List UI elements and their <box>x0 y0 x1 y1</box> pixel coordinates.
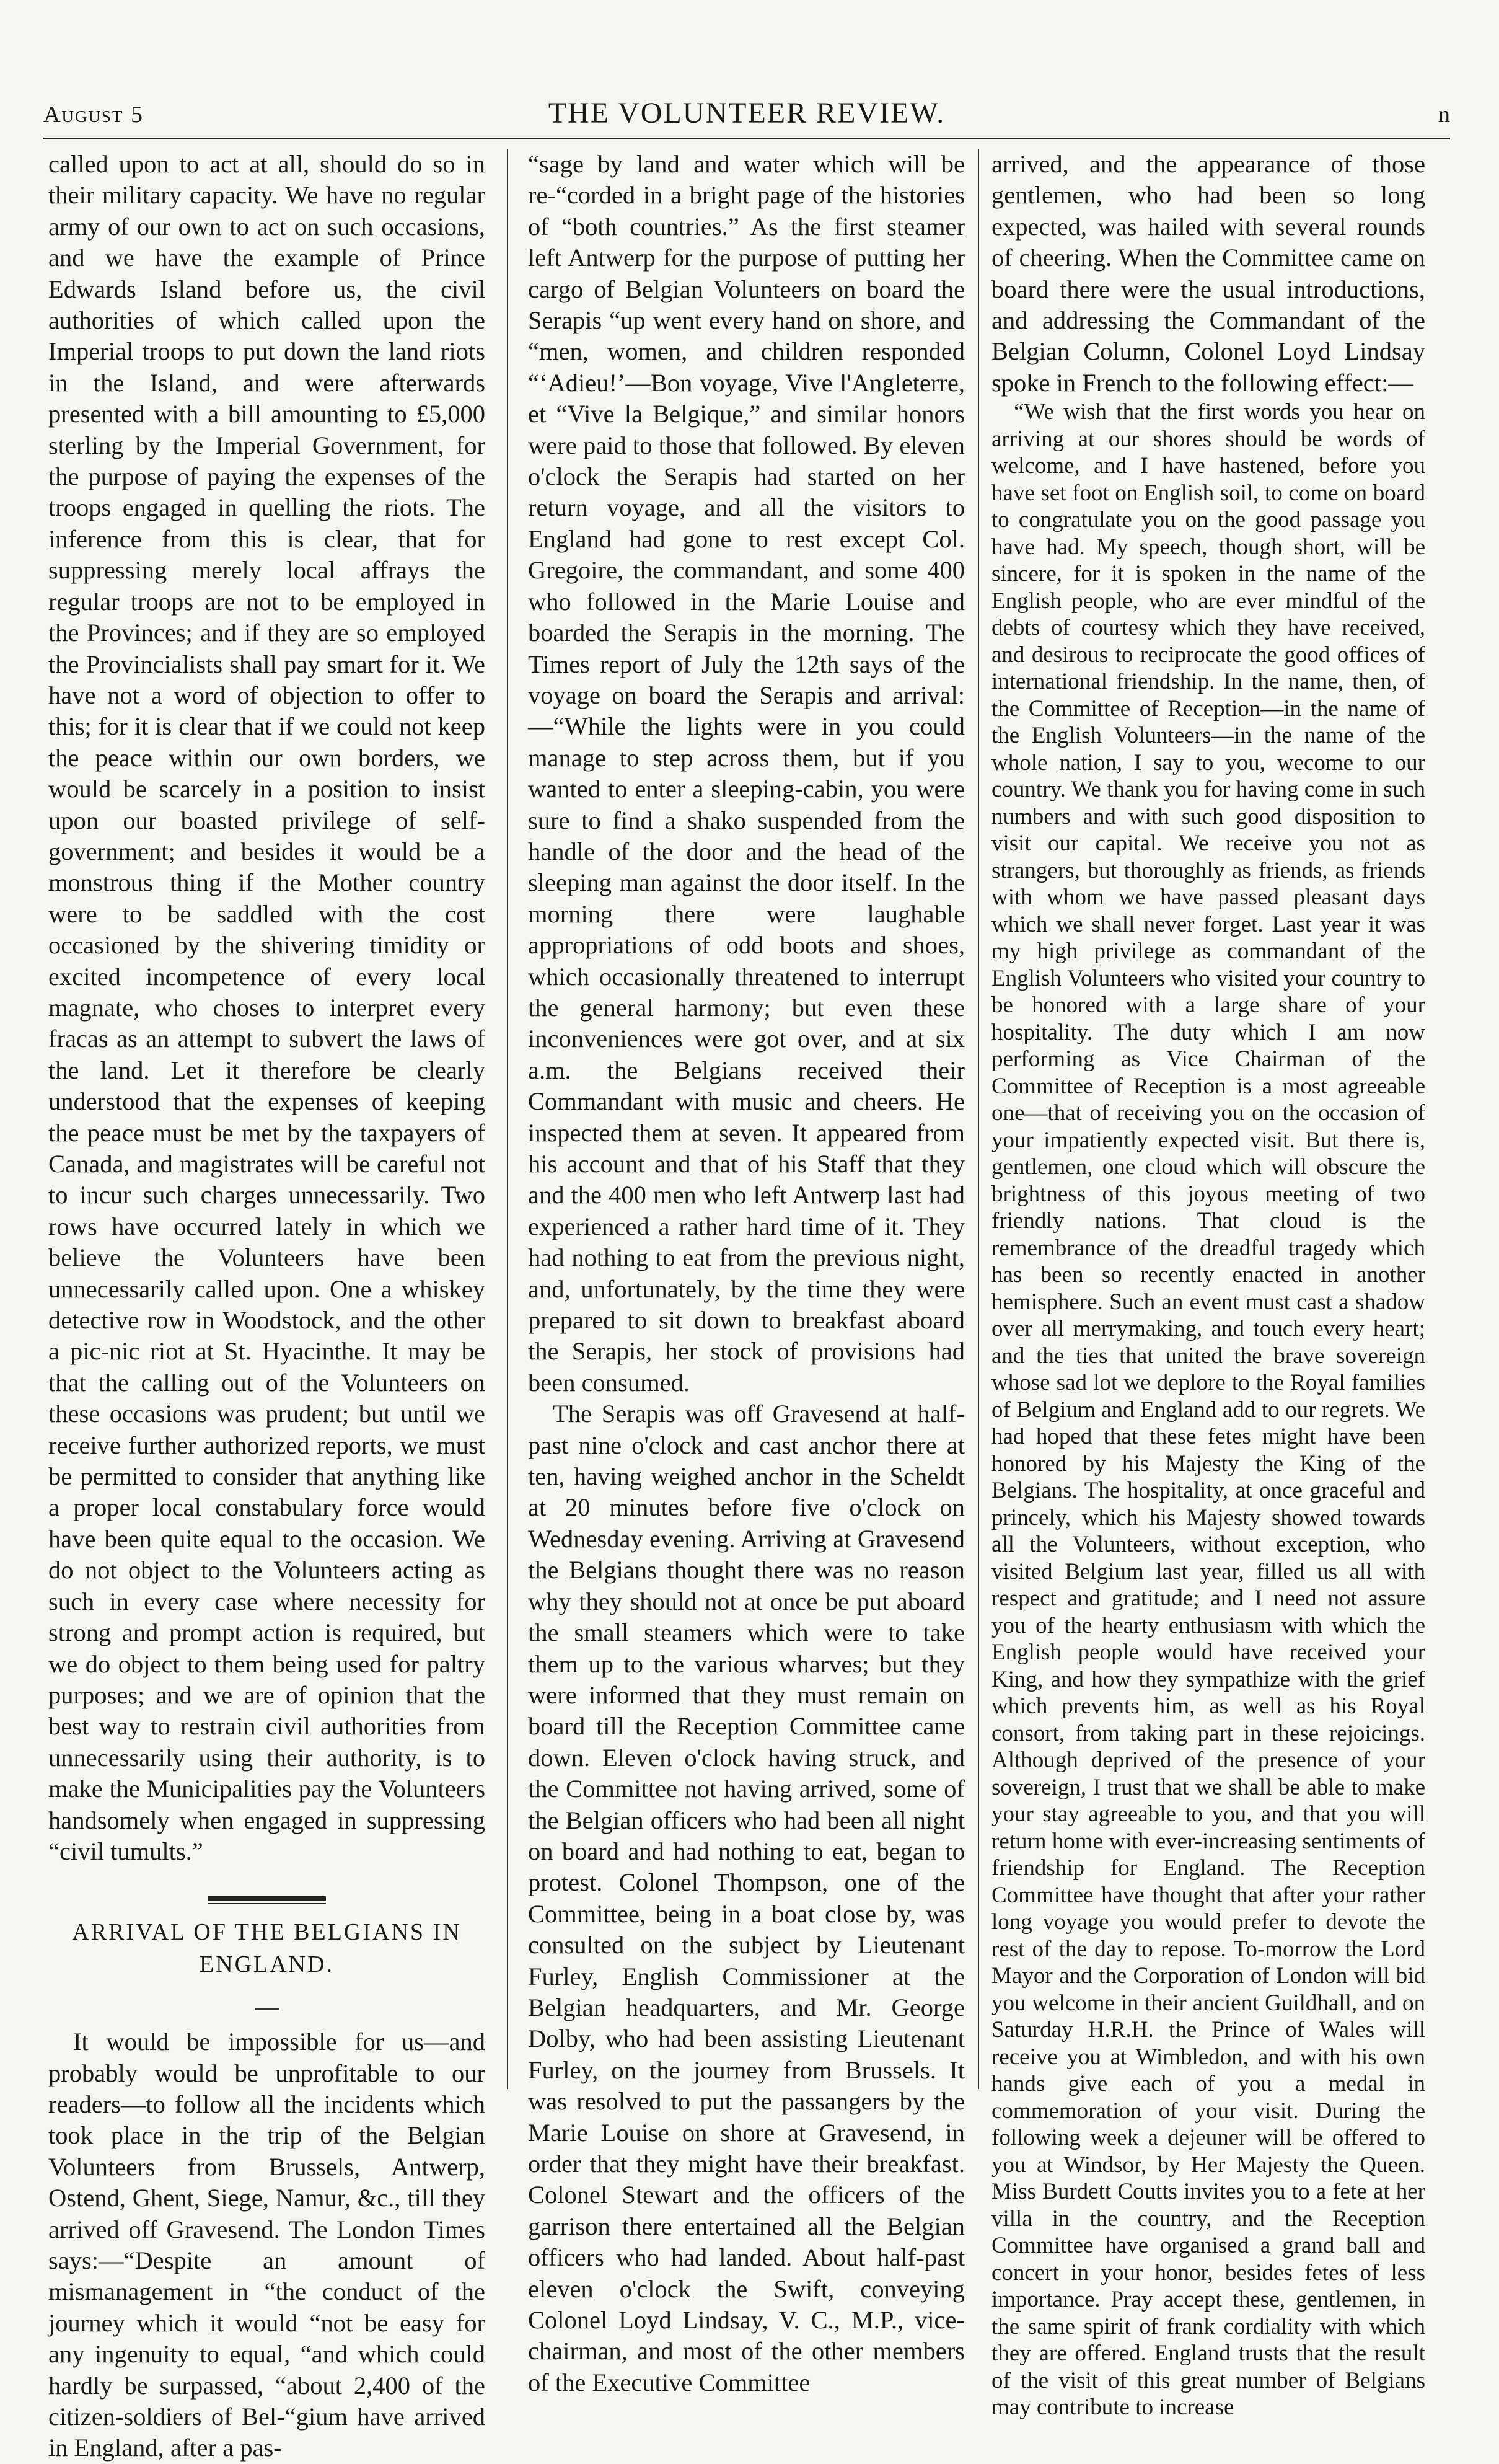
column-3 <box>991 149 1425 2421</box>
column-separator <box>978 149 979 2089</box>
publication-title: THE VOLUNTEER REVIEW. <box>548 97 946 130</box>
column-2 <box>528 149 965 2396</box>
section-title: ARRIVAL OF THE BELGIANS IN ENGLAND. <box>72 1919 462 1977</box>
page-header <box>43 96 1450 133</box>
title-dash <box>48 1987 485 2018</box>
article-paragraph: It would be impossible for us—and probably would be unprofitable to our readers—to follow all the incidents which took place in the trip of the Belgian Volunteers from Brussels, Antwerp, Ostend, Ghent, Siege, Namur, &c., till they arrived off Gravesend. The London Times says:—“Despite an amount of mismanagement in “the conduct of the journey which it would “not be easy for any ingenuity to equal, “and which could hardly be surpassed, “about 2,400 of the citizen-soldiers of Bel-“gium have arrived in England, after a pas- <box>48 2028 485 2462</box>
column-1 <box>48 149 485 2462</box>
article-paragraph: The Serapis was off Gravesend at half-past nine o'clock and cast anchor there at ten, having weighed anchor in the Scheldt at 20 minutes before five o'clock on Wednesday evening. Arriving at Gravesend the Belgians thought there was no reason why they should not at once be put aboard the small steamers which were to take them up to the various wharves; but they were informed that they must remain on board till the Reception Committee came down. Eleven o'clock having struck, and the Committee not having arrived, some of the Belgian officers who had been all night on board and had nothing to eat, began to protest. Colonel Thompson, one of the Committee, being in a boat close by, was consulted on the subject by Lieutenant Furley, English Commissioner at the Belgian headquarters, and Mr. George Dolby, who had been assisting Lieutenant Furley, on the journey from Brussels. It was resolved to put the passangers by the Marie Louise on shore at Gravesend, in order that they might have their breakfast. Colonel Stewart and the officers of the garrison there entertained all the Belgian officers who had landed. About half-past eleven o'clock the Swift, conveying Colonel Loyd Lindsay, V. C., M.P., vice-chairman, and most of the other members of the Executive Committee <box>528 1400 965 2396</box>
section-divider <box>48 1881 485 1912</box>
header-date: August 5 <box>43 102 144 128</box>
speech-quote: “We wish that the first words you hear on arriving at our shores should be words of welcome, and I have hastened, before you have set foot on English soil, to come on board to congratulate you on the good passage you have had. My speech, though short, will be sincere, for it is spoken in the name of the English people, who are ever mindful of the debts of courtesy which they have received, and desirous to reciprocate the good offices of international friendship. In the name, then, of the Committee of Reception—in the name of the English Volunteers—in the name of the whole nation, I say to you, wecome to our country. We thank you for having come in such numbers and with such good disposition to visit our capital. We receive you not as strangers, but thoroughly as friends, as friends with whom we have passed pleasant days which we shall never forget. Last year it was my high privilege as commandant of the English Volunteers who visited your country to be honored with a large share of your hospitality. The duty which I am now performing as Vice Chairman of the Committee of Reception is a most agreeable one—that of receiving you on the occasion of your impatiently expected visit. But there is, gentlemen, one cloud which will obscure the brightness of this joyous meeting of two friendly nations. That cloud is the remembrance of the dreadful tragedy which has been so recently enacted in another hemisphere. Such an event must cast a shadow over all merrymaking, and touch every heart; and the ties that united the brave sovereign whose sad lot we deplore to the Royal families of Belgium and England add to our regrets. We had hoped that these fetes might have been honored by his Majesty the King of the Belgians. The hospitality, at once graceful and princely, which his Majesty showed towards all the Volunteers, without exception, who visited Belgium last year, filled us all with respect and gratitude; and I need not assure you of the hearty enthusiasm with which the English people would have received your King, and how they sympathize with the grief which prevents him, as well as his Royal consort, from taking part in these rejoicings. Although deprived of the presence of your sovereign, I trust that we shall be able to make your stay agreeable to you, and that you will return home with ever-increasing sentiments of friendship for England. The Reception Committee have thought that after your rather long voyage you would prefer to devote the rest of the day to repose. To-morrow the Lord Mayor and the Corporation of London will bid you welcome in their ancient Guildhall, and on Saturday H.R.H. the Prince of Wales will receive you at Wimbledon, and with his own hands give each of you a medal in commemoration of your visit. During the following week a dejeuner will be offered to you at Windsor, by Her Majesty the Queen. Miss Burdett Coutts invites you to a fete at her villa in the country, and the Reception Committee have organised a grand ball and concert in your honor, besides fetes of less importance. Pray accept these, gentlemen, in the same spirit of frank cordiality with which they are offered. England trusts that the result of the visit of this great number of Belgians may contribute to increase <box>991 399 1425 2421</box>
column-separator <box>507 149 508 2089</box>
editorial-paragraph: called upon to act at all, should do so in their military capacity. We have no regular army of our own to act on such occasions, and we have the example of Prince Edwards Island before us, the civil authorities of which called upon the Imperial troops to put down the land riots in the Island, and were afterwards presented with a bill amounting to £5,000 sterling by the Imperial Government, for the purpose of paying the expenses of the troops engaged in quelling the riots. The inference from this is clear, that for suppressing merely local affrays the regular troops are not to be employed in the Provinces; and if they are so employed the Provincialists shall pay smart for it. We have not a word of objection to offer to this; for it is clear that if we could not keep the peace within our own borders, we would be scarcely in a position to insist upon our boasted privilege of self-government; and besides it would be a monstrous thing if the Mother country were to be saddled with the cost occasioned by the shivering timidity or excited incompetence of every local magnate, who choses to interpret every fracas as an attempt to subvert the laws of the land. Let it therefore be clearly understood that the expenses of keeping the peace must be met by the taxpayers of Canada, and magistrates will be careful not to incur such charges unnecessarily. Two rows have occurred lately in which we believe the Volunteers have been unnecessarily called upon. One a whiskey detective row in Woodstock, and the other a pic-nic riot at St. Hyacinthe. It may be that the calling out of the Volunteers on these occasions was prudent; but until we receive further authorized reports, we must be permitted to consider that anything like a proper local constabulary force would have been quite equal to the occasion. We do not object to the Volunteers acting as such in every case where necessity for strong and prompt action is required, but we do object to them being used for paltry purposes; and we are of opinion that the best way to restrain civil authorities from unnecessarily using their authority, is to make the Municipalities pay the Volunteers handsomely when engaged in suppressing “civil tumults.” <box>48 150 485 1865</box>
article-paragraph: arrived, and the appearance of those gentlemen, who had been so long expected, was hailed with several rounds of cheering. When the Committee came on board there were the usual introductions, and addressing the Commandant of the Belgian Column, Colonel Loyd Lindsay spoke in French to the following effect:— <box>991 150 1425 397</box>
page-number: n <box>1438 102 1450 128</box>
header-rule <box>43 138 1450 139</box>
article-paragraph: “sage by land and water which will be re-“corded in a bright page of the histories of “both countries.” As the first steamer left Antwerp for the purpose of putting her cargo of Belgian Volunteers on board the Serapis “up went every hand on shore, and “men, women, and children responded “‘Adieu!’—Bon voyage, Vive l'Angleterre, et “Vive la Belgique,” and similar honors were paid to those that followed. By eleven o'clock the Serapis had started on her return voyage, and all the visitors to England had gone to rest except Col. Gregoire, the commandant, and some 400 who followed in the Marie Louise and boarded the Serapis in the morning. The Times report of July the 12th says of the voyage on board the Serapis and arrival:—“While the lights were in you could manage to step across them, but if you wanted to enter a sleeping-cabin, you were sure to find a shako suspended from the handle of the door and the head of the sleeping man against the door itself. In the morning there were laughable appropriations of odd boots and shoes, which occasionally threatened to interrupt the general harmony; but even these inconveniences were got over, and at six a.m. the Belgians received their Commandant with music and cheers. He inspected them at seven. It appeared from his account and that of his Staff that they and the 400 men who left Antwerp last had experienced a rather hard time of it. They had nothing to eat from the previous night, and, unfortunately, by the time they were prepared to sit down to breakfast aboard the Serapis, her stock of provisions had been consumed. <box>528 150 965 1397</box>
